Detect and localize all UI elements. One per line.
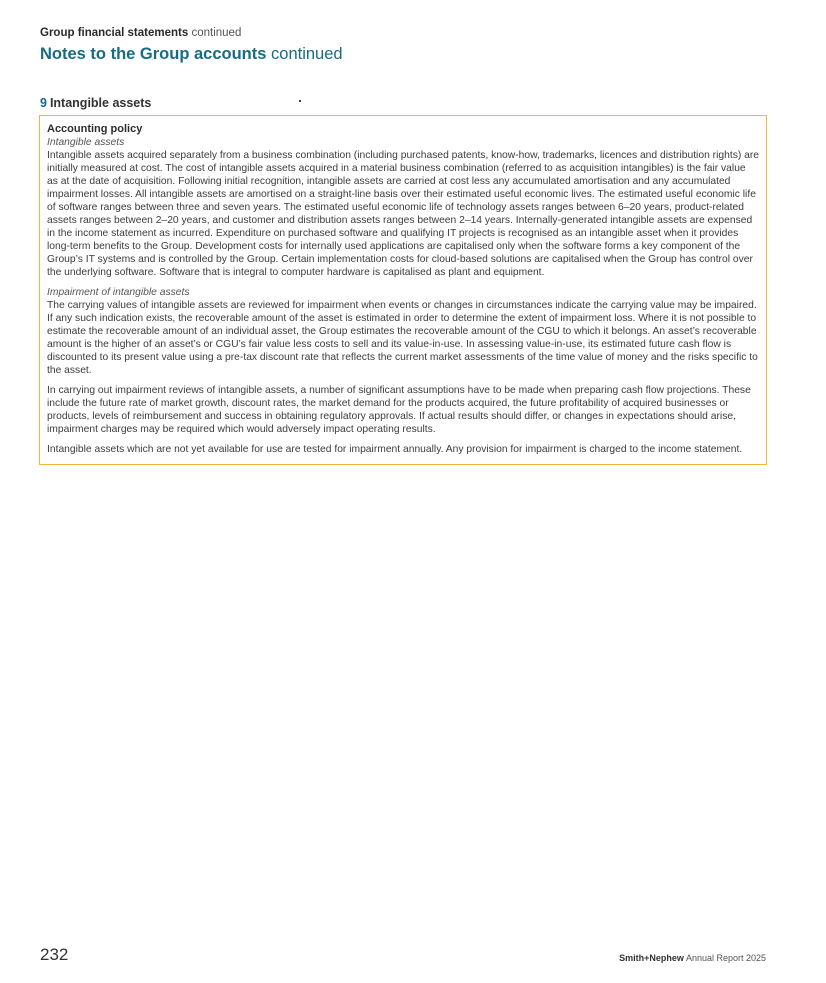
note-title: Intangible assets: [49, 96, 152, 110]
page-number: 232: [40, 945, 69, 964]
stray-dot: [299, 100, 301, 102]
policy-paragraph-1: Intangible assets acquired separately from a business combination (including purchased patents, know-how, trademarks, licences and distribution rights) are initially measured at cost. The cost of intangible assets acquired in a material business combination (referred to as acquisition intangibles) is the fair value as at the date of acquisition. Following initial recognition, intangible assets are carried at cost less any accumulated amortisation and any accumulated impairment losses. All intangible assets are amortised on a straight-line basis over their estimated useful economic lives. The estimated useful economic life of software ranges between three and seven years. The estimated useful economic life of technology assets ranges between 6–20 years, product-related assets ranges between 2–20 years, and customer and distribution assets ranges between 2–14 years. Internally-generated intangible assets are expensed in the income statement as incurred. Expenditure on purchased software and qualifying IT projects is recognised as an intangible asset when it provides long-term benefits to the Group. Development costs for internally used applications are capitalised only when the software forms a key component of the Group’s IT systems and is controlled by the Group. Certain implementation costs for cloud-based solutions are capitalised when the Group has control over the underlying software. Software that is integral to computer hardware is capitalised as plant and equipment.: [47, 150, 760, 278]
policy-subheading-intangible-assets: Intangible assets: [47, 137, 125, 148]
footer-brand: [619, 953, 766, 963]
accounting-policy-box: [39, 115, 767, 465]
policy-paragraph-2: The carrying values of intangible assets are reviewed for impairment when events or changes in circumstances indicate the carrying value may be impaired. If any such indication exists, the recoverable amount of the asset is estimated in order to determine the extent of impairment loss. Where it is not possible to estimate the recoverable amount of an individual asset, the Group estimates the recoverable amount of the CGU to which it belongs. An asset’s recoverable amount is the higher of an asset’s or CGU’s fair value less costs to sell and its value-in-use. In assessing value-in-use, its estimated future cash flow is discounted to its present value using a pre-tax discount rate that reflects the current market assessments of the time value of money and the risks specific to the asset.: [47, 300, 758, 376]
notes-continued: continued: [271, 45, 343, 63]
section-title: Group financial statements: [40, 27, 189, 39]
page-title: [40, 45, 343, 64]
policy-title: Accounting policy: [47, 123, 143, 135]
policy-paragraph-3: In carrying out impairment reviews of intangible assets, a number of significant assumptions have to be made when preparing cash flow projections. These include the future rate of market growth, discount rates, the market demand for the products acquired, the future profitability of acquired businesses or products, levels of reimbursement and success in obtaining regulatory approvals. If actual results should differ, or changes in expectations should arise, impairment charges may be required which would adversely impact operating results.: [47, 385, 751, 435]
note-number: 9: [40, 96, 47, 110]
section-continued: continued: [191, 27, 242, 39]
brand-name: Smith+Nephew: [619, 953, 684, 963]
section-header: [40, 27, 241, 39]
policy-subheading-impairment: Impairment of intangible assets: [47, 287, 190, 298]
note-heading: [40, 96, 151, 110]
policy-paragraph-4: Intangible assets which are not yet available for use are tested for impairment annually. Any provision for impairment is charged to the income statement.: [47, 444, 743, 455]
report-name: Annual Report 2025: [685, 953, 766, 963]
notes-title: Notes to the Group accounts: [40, 45, 267, 63]
